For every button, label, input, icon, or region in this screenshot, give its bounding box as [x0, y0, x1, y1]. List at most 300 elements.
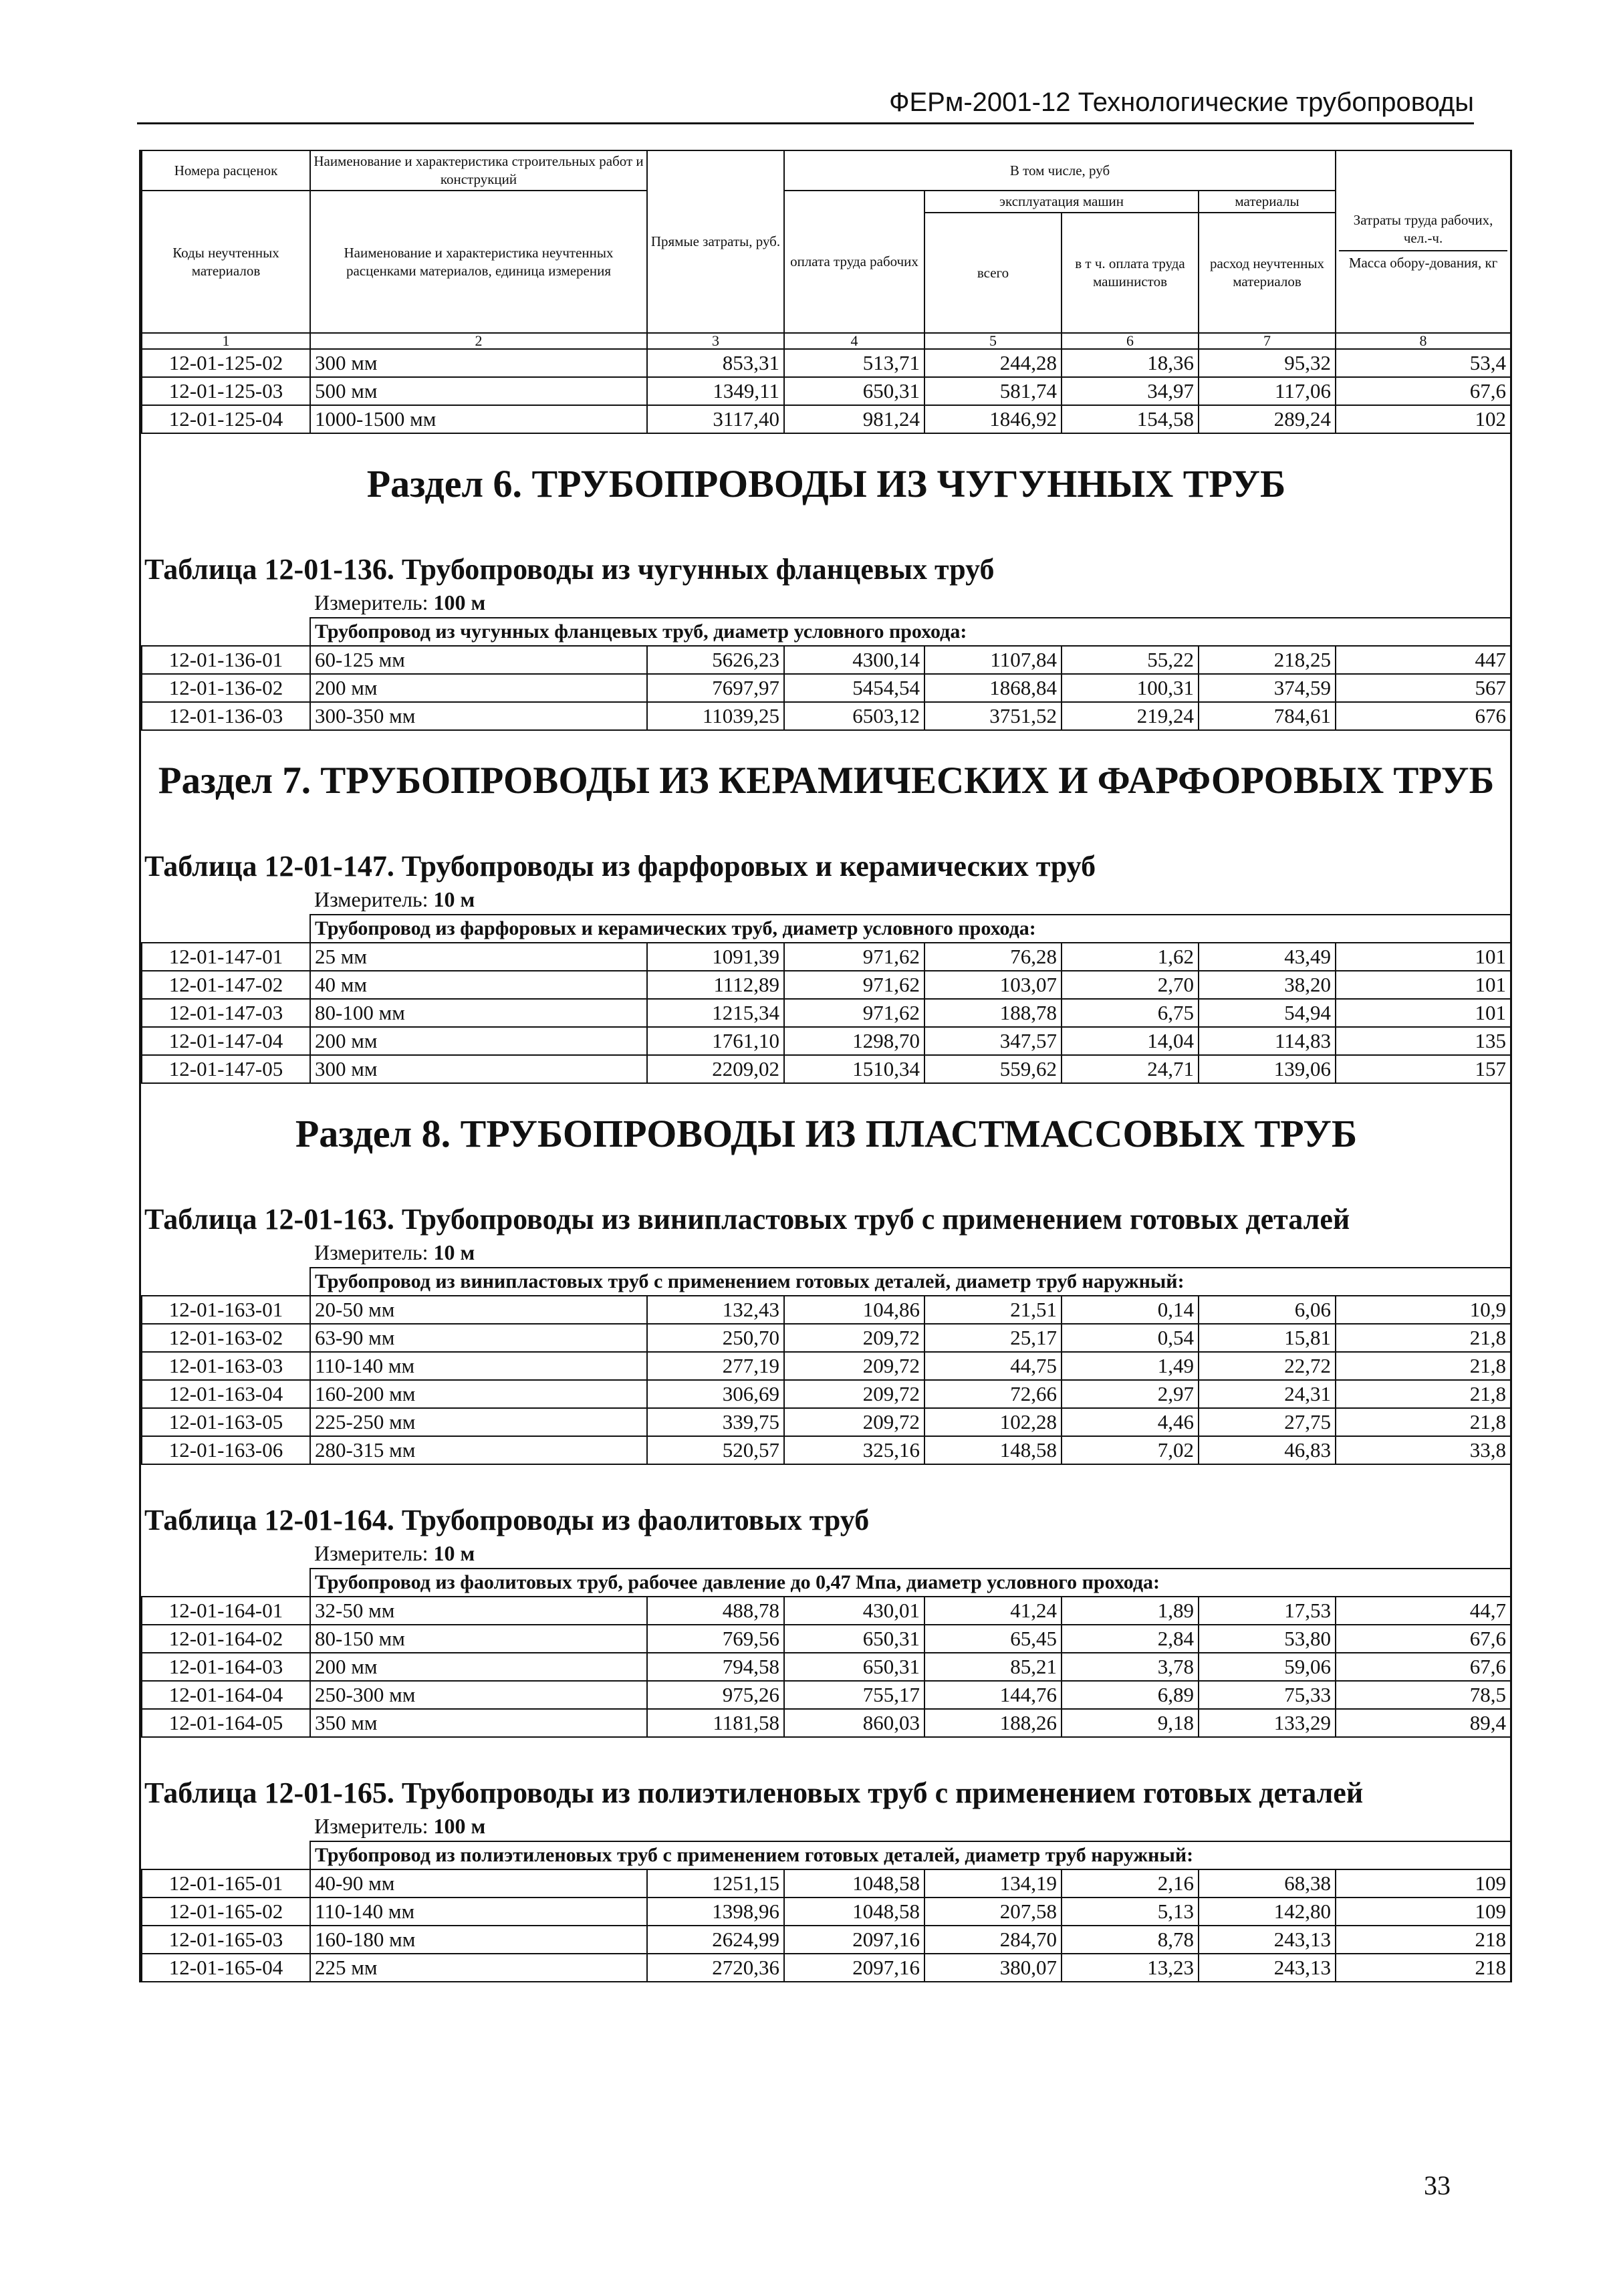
cell-labor-hours: 109: [1336, 1869, 1511, 1898]
cell-rate-code: 12-01-165-03: [142, 1926, 310, 1954]
table-row: [142, 1653, 1511, 1681]
table-row: [142, 1027, 1511, 1055]
table-title: Таблица 12-01-136. Трубопроводы из чугунных фланцевых труб: [144, 553, 995, 586]
cell-labor-pay: 4300,14: [784, 646, 924, 674]
cell-machinists-pay: 24,71: [1062, 1055, 1199, 1083]
table-row: [142, 349, 1511, 377]
cell-machines-total: 134,19: [924, 1869, 1062, 1898]
cell-rate-code: 12-01-147-01: [142, 943, 310, 971]
column-number: 2: [310, 333, 647, 349]
cell-rate-code: 12-01-165-04: [142, 1954, 310, 1982]
cell-machines-total: 284,70: [924, 1926, 1062, 1954]
meter: [310, 1811, 1511, 1841]
cell-rate-code: 12-01-164-05: [142, 1709, 310, 1737]
cell-labor-pay: 981,24: [784, 405, 924, 433]
rows-12-01-136: [142, 646, 1511, 730]
cell-machines-total: 581,74: [924, 377, 1062, 405]
cell-rate-code: 12-01-164-03: [142, 1653, 310, 1681]
cell-labor-hours: 67,6: [1336, 1653, 1511, 1681]
cell-direct-costs: 339,75: [647, 1408, 784, 1436]
cell-labor-pay: 860,03: [784, 1709, 924, 1737]
cell-work-name: 40-90 мм: [310, 1869, 647, 1898]
cell-machines-total: 188,78: [924, 999, 1062, 1027]
table-title: Таблица 12-01-147. Трубопроводы из фарфоровых и керамических труб: [144, 850, 1096, 883]
cell-materials: 289,24: [1199, 405, 1336, 433]
cell-rate-code: 12-01-147-05: [142, 1055, 310, 1083]
cell-materials: 6,06: [1199, 1296, 1336, 1324]
page-number: 33: [1424, 2170, 1451, 2200]
cell-rate-code: 12-01-125-02: [142, 349, 310, 377]
cell-labor-hours: 101: [1336, 999, 1511, 1027]
cell-machines-total: 559,62: [924, 1055, 1062, 1083]
cell-work-name: 200 мм: [310, 674, 647, 702]
cell-labor-pay: 325,16: [784, 1436, 924, 1464]
cell-direct-costs: 5626,23: [647, 646, 784, 674]
cell-machines-total: 76,28: [924, 943, 1062, 971]
cell-direct-costs: 769,56: [647, 1625, 784, 1653]
cell-rate-code: 12-01-136-01: [142, 646, 310, 674]
table-row: [142, 1352, 1511, 1380]
cell-materials: 139,06: [1199, 1055, 1336, 1083]
cell-materials: 27,75: [1199, 1408, 1336, 1436]
meter-value: 100 м: [433, 590, 486, 614]
cell-machinists-pay: 4,46: [1062, 1408, 1199, 1436]
table-row: [142, 1380, 1511, 1408]
meter-label: Измеритель:: [314, 590, 428, 614]
table-row: [142, 674, 1511, 702]
col-header-direct-costs: Прямые затраты, руб.: [647, 150, 784, 333]
col-header-material-codes: Коды неучтенных материалов: [142, 191, 310, 333]
cell-machinists-pay: 100,31: [1062, 674, 1199, 702]
col-header-material-name: Наименование и характеристика неучтенных расценками материалов, единица измерения: [310, 191, 647, 333]
cell-labor-pay: 209,72: [784, 1352, 924, 1380]
cell-rate-code: 12-01-125-04: [142, 405, 310, 433]
cell-labor-pay: 1298,70: [784, 1027, 924, 1055]
cell-labor-pay: 209,72: [784, 1408, 924, 1436]
cell-materials: 22,72: [1199, 1352, 1336, 1380]
cell-machinists-pay: 219,24: [1062, 702, 1199, 730]
table-row: [142, 1869, 1511, 1898]
cell-machinists-pay: 7,02: [1062, 1436, 1199, 1464]
cell-labor-hours: 78,5: [1336, 1681, 1511, 1709]
cell-materials: 784,61: [1199, 702, 1336, 730]
cell-labor-pay: 2097,16: [784, 1926, 924, 1954]
section-title: Раздел 6. ТРУБОПРОВОДЫ ИЗ ЧУГУННЫХ ТРУБ: [366, 462, 1286, 505]
cell-work-name: 500 мм: [310, 377, 647, 405]
cell-machinists-pay: 6,89: [1062, 1681, 1199, 1709]
meter-value: 100 м: [433, 1814, 486, 1838]
cell-machinists-pay: 13,23: [1062, 1954, 1199, 1982]
cell-labor-hours: 218: [1336, 1926, 1511, 1954]
table-row: [142, 1408, 1511, 1436]
cell-machinists-pay: 2,16: [1062, 1869, 1199, 1898]
table-subheading: Трубопровод из фаолитовых труб, рабочее давление до 0,47 Мпа, диаметр условного прохода:: [310, 1569, 1511, 1597]
table-row: [142, 702, 1511, 730]
cell-work-name: 160-180 мм: [310, 1926, 647, 1954]
cell-materials: 15,81: [1199, 1324, 1336, 1352]
cell-labor-hours: 89,4: [1336, 1709, 1511, 1737]
cell-materials: 142,80: [1199, 1898, 1336, 1926]
cell-machinists-pay: 5,13: [1062, 1898, 1199, 1926]
table-row: [142, 1296, 1511, 1324]
cell-rate-code: 12-01-136-02: [142, 674, 310, 702]
table-row: [142, 646, 1511, 674]
cell-labor-pay: 430,01: [784, 1597, 924, 1625]
page-header: [137, 84, 1474, 124]
cell-direct-costs: 1398,96: [647, 1898, 784, 1926]
cell-labor-hours: 447: [1336, 646, 1511, 674]
table-row: [142, 1954, 1511, 1982]
cell-labor-pay: 971,62: [784, 999, 924, 1027]
cell-direct-costs: 1215,34: [647, 999, 784, 1027]
cell-direct-costs: 2624,99: [647, 1926, 784, 1954]
cell-materials: 374,59: [1199, 674, 1336, 702]
cell-direct-costs: 520,57: [647, 1436, 784, 1464]
column-number: 8: [1336, 333, 1511, 349]
cell-labor-hours: 44,7: [1336, 1597, 1511, 1625]
meter-value: 10 м: [433, 1541, 475, 1565]
cell-direct-costs: 7697,97: [647, 674, 784, 702]
cell-labor-hours: 10,9: [1336, 1296, 1511, 1324]
table-subheading: Трубопровод из чугунных фланцевых труб, диаметр условного прохода:: [310, 618, 1511, 646]
main-table: [141, 150, 1511, 1982]
cell-machines-total: 3751,52: [924, 702, 1062, 730]
cell-labor-pay: 1048,58: [784, 1869, 924, 1898]
cell-labor-hours: 67,6: [1336, 1625, 1511, 1653]
cell-machinists-pay: 0,54: [1062, 1324, 1199, 1352]
cell-labor-pay: 513,71: [784, 349, 924, 377]
meter-label: Измеритель:: [314, 1814, 428, 1838]
rows-12-01-125: [142, 349, 1511, 433]
column-number: 6: [1062, 333, 1199, 349]
cell-machines-total: 347,57: [924, 1027, 1062, 1055]
cell-labor-pay: 2097,16: [784, 1954, 924, 1982]
cell-machinists-pay: 2,84: [1062, 1625, 1199, 1653]
cell-machinists-pay: 18,36: [1062, 349, 1199, 377]
cell-work-name: 300-350 мм: [310, 702, 647, 730]
cell-direct-costs: 132,43: [647, 1296, 784, 1324]
cell-machines-total: 44,75: [924, 1352, 1062, 1380]
cell-labor-hours: 135: [1336, 1027, 1511, 1055]
cell-work-name: 60-125 мм: [310, 646, 647, 674]
cell-materials: 243,13: [1199, 1954, 1336, 1982]
rows-12-01-165: [142, 1869, 1511, 1982]
cell-materials: 59,06: [1199, 1653, 1336, 1681]
meter: [310, 588, 1511, 618]
cell-labor-hours: 21,8: [1336, 1408, 1511, 1436]
col-header-machinists-pay: в т ч. оплата труда машинистов: [1062, 213, 1199, 333]
cell-direct-costs: 1181,58: [647, 1709, 784, 1737]
cell-materials: 243,13: [1199, 1926, 1336, 1954]
cell-direct-costs: 853,31: [647, 349, 784, 377]
cell-machines-total: 188,26: [924, 1709, 1062, 1737]
cell-machines-total: 65,45: [924, 1625, 1062, 1653]
cell-work-name: 350 мм: [310, 1709, 647, 1737]
cell-machines-total: 72,66: [924, 1380, 1062, 1408]
meter-label: Измеритель:: [314, 887, 428, 911]
cell-machines-total: 380,07: [924, 1954, 1062, 1982]
cell-labor-pay: 1510,34: [784, 1055, 924, 1083]
cell-materials: 17,53: [1199, 1597, 1336, 1625]
cell-work-name: 32-50 мм: [310, 1597, 647, 1625]
cell-work-name: 250-300 мм: [310, 1681, 647, 1709]
cell-machinists-pay: 2,70: [1062, 971, 1199, 999]
cell-machinists-pay: 1,62: [1062, 943, 1199, 971]
table-164-heading: [142, 1464, 1511, 1597]
cell-machinists-pay: 1,89: [1062, 1597, 1199, 1625]
column-number: 1: [142, 333, 310, 349]
cell-labor-hours: 157: [1336, 1055, 1511, 1083]
col-header-machines-total: всего: [924, 213, 1062, 333]
cell-direct-costs: 11039,25: [647, 702, 784, 730]
cell-work-name: 225-250 мм: [310, 1408, 647, 1436]
table-row: [142, 405, 1511, 433]
cell-work-name: 80-100 мм: [310, 999, 647, 1027]
meter-label: Измеритель:: [314, 1240, 428, 1264]
cell-machines-total: 1846,92: [924, 405, 1062, 433]
column-number: 7: [1199, 333, 1336, 349]
cell-rate-code: 12-01-125-03: [142, 377, 310, 405]
cell-machinists-pay: 2,97: [1062, 1380, 1199, 1408]
table-row: [142, 943, 1511, 971]
table-subheading: Трубопровод из полиэтиленовых труб с применением готовых деталей, диаметр труб наружный:: [310, 1841, 1511, 1869]
cell-labor-hours: 676: [1336, 702, 1511, 730]
table-row: [142, 1597, 1511, 1625]
cell-work-name: 200 мм: [310, 1653, 647, 1681]
meter: [310, 1538, 1511, 1569]
cell-materials: 68,38: [1199, 1869, 1336, 1898]
section-title: Раздел 7. ТРУБОПРОВОДЫ ИЗ КЕРАМИЧЕСКИХ И ФАРФОРОВЫХ ТРУБ: [158, 760, 1495, 802]
cell-labor-pay: 650,31: [784, 377, 924, 405]
cell-machines-total: 148,58: [924, 1436, 1062, 1464]
cell-direct-costs: 488,78: [647, 1597, 784, 1625]
table-header: [142, 150, 1511, 349]
cell-work-name: 160-200 мм: [310, 1380, 647, 1408]
cell-work-name: 63-90 мм: [310, 1324, 647, 1352]
cell-labor-hours: 53,4: [1336, 349, 1511, 377]
cell-rate-code: 12-01-136-03: [142, 702, 310, 730]
cell-labor-hours: 218: [1336, 1954, 1511, 1982]
meter: [310, 1238, 1511, 1268]
cell-machinists-pay: 0,14: [1062, 1296, 1199, 1324]
cell-direct-costs: 306,69: [647, 1380, 784, 1408]
cell-rate-code: 12-01-165-02: [142, 1898, 310, 1926]
cell-materials: 38,20: [1199, 971, 1336, 999]
col-header-rate-numbers: Номера расценок: [142, 150, 310, 191]
table-row: [142, 999, 1511, 1027]
cell-rate-code: 12-01-163-02: [142, 1324, 310, 1352]
cell-materials: 133,29: [1199, 1709, 1336, 1737]
col-header-labor: Затраты труда рабочих, чел.-ч.: [1339, 211, 1507, 251]
section-6: [142, 433, 1511, 646]
column-number: 4: [784, 333, 924, 349]
cell-direct-costs: 250,70: [647, 1324, 784, 1352]
table-row: [142, 1324, 1511, 1352]
cell-machinists-pay: 8,78: [1062, 1926, 1199, 1954]
table-title: Таблица 12-01-163. Трубопроводы из винипластовых труб с применением готовых деталей: [144, 1203, 1350, 1236]
cell-work-name: 200 мм: [310, 1027, 647, 1055]
cell-machines-total: 21,51: [924, 1296, 1062, 1324]
cell-rate-code: 12-01-147-03: [142, 999, 310, 1027]
cell-labor-pay: 1048,58: [784, 1898, 924, 1926]
table-row: [142, 1926, 1511, 1954]
cell-rate-code: 12-01-165-01: [142, 1869, 310, 1898]
cell-machinists-pay: 55,22: [1062, 646, 1199, 674]
meter: [310, 885, 1511, 915]
cell-direct-costs: 1091,39: [647, 943, 784, 971]
table-row: [142, 1055, 1511, 1083]
table-row: [142, 971, 1511, 999]
cell-labor-hours: 21,8: [1336, 1380, 1511, 1408]
cell-machines-total: 1107,84: [924, 646, 1062, 674]
cell-work-name: 280-315 мм: [310, 1436, 647, 1464]
col-header-including: В том числе, руб: [784, 150, 1336, 191]
meter-value: 10 м: [433, 1240, 475, 1264]
table-title: Таблица 12-01-165. Трубопроводы из полиэтиленовых труб с применением готовых деталей: [144, 1776, 1364, 1809]
cell-work-name: 80-150 мм: [310, 1625, 647, 1653]
cell-machines-total: 25,17: [924, 1324, 1062, 1352]
table-title: Таблица 12-01-164. Трубопроводы из фаолитовых труб: [144, 1504, 870, 1536]
cell-labor-pay: 971,62: [784, 943, 924, 971]
meter-value: 10 м: [433, 887, 475, 911]
cell-materials: 53,80: [1199, 1625, 1336, 1653]
rows-12-01-164: [142, 1597, 1511, 1737]
table-row: [142, 377, 1511, 405]
section-7: [142, 730, 1511, 943]
cell-work-name: 20-50 мм: [310, 1296, 647, 1324]
cell-direct-costs: 3117,40: [647, 405, 784, 433]
cell-rate-code: 12-01-163-04: [142, 1380, 310, 1408]
cell-labor-pay: 971,62: [784, 971, 924, 999]
column-numbers-row: [142, 333, 1511, 349]
cell-materials: 24,31: [1199, 1380, 1336, 1408]
cell-work-name: 110-140 мм: [310, 1898, 647, 1926]
cell-labor-pay: 104,86: [784, 1296, 924, 1324]
cell-work-name: 110-140 мм: [310, 1352, 647, 1380]
cell-work-name: 25 мм: [310, 943, 647, 971]
cell-labor-hours: 67,6: [1336, 377, 1511, 405]
cell-machines-total: 41,24: [924, 1597, 1062, 1625]
cell-machinists-pay: 6,75: [1062, 999, 1199, 1027]
cell-rate-code: 12-01-163-05: [142, 1408, 310, 1436]
meter-label: Измеритель:: [314, 1541, 428, 1565]
cell-labor-hours: 21,8: [1336, 1352, 1511, 1380]
cell-work-name: 1000-1500 мм: [310, 405, 647, 433]
cell-work-name: 300 мм: [310, 1055, 647, 1083]
cell-labor-hours: 101: [1336, 943, 1511, 971]
cell-direct-costs: 1349,11: [647, 377, 784, 405]
cell-direct-costs: 1112,89: [647, 971, 784, 999]
cell-labor-pay: 6503,12: [784, 702, 924, 730]
cell-machinists-pay: 154,58: [1062, 405, 1199, 433]
table-row: [142, 1436, 1511, 1464]
cell-rate-code: 12-01-163-06: [142, 1436, 310, 1464]
cell-machinists-pay: 14,04: [1062, 1027, 1199, 1055]
cell-rate-code: 12-01-164-02: [142, 1625, 310, 1653]
table-row: [142, 1625, 1511, 1653]
cell-machines-total: 85,21: [924, 1653, 1062, 1681]
cell-labor-pay: 650,31: [784, 1653, 924, 1681]
cell-machines-total: 244,28: [924, 349, 1062, 377]
cell-machines-total: 102,28: [924, 1408, 1062, 1436]
column-number: 3: [647, 333, 784, 349]
cell-work-name: 40 мм: [310, 971, 647, 999]
cell-direct-costs: 2720,36: [647, 1954, 784, 1982]
cell-rate-code: 12-01-163-03: [142, 1352, 310, 1380]
cell-labor-pay: 209,72: [784, 1380, 924, 1408]
cell-labor-pay: 650,31: [784, 1625, 924, 1653]
section-8: [142, 1083, 1511, 1296]
cell-labor-pay: 209,72: [784, 1324, 924, 1352]
rows-12-01-147: [142, 943, 1511, 1083]
cell-direct-costs: 2209,02: [647, 1055, 784, 1083]
cell-labor-pay: 5454,54: [784, 674, 924, 702]
cell-direct-costs: 277,19: [647, 1352, 784, 1380]
cell-direct-costs: 794,58: [647, 1653, 784, 1681]
cell-materials: 43,49: [1199, 943, 1336, 971]
cell-machines-total: 144,76: [924, 1681, 1062, 1709]
cell-machines-total: 207,58: [924, 1898, 1062, 1926]
rows-12-01-163: [142, 1296, 1511, 1464]
cell-rate-code: 12-01-147-04: [142, 1027, 310, 1055]
cell-rate-code: 12-01-164-01: [142, 1597, 310, 1625]
table-165-heading: [142, 1737, 1511, 1869]
column-number: 5: [924, 333, 1062, 349]
cell-work-name: 225 мм: [310, 1954, 647, 1982]
cell-machines-total: 1868,84: [924, 674, 1062, 702]
cell-materials: 114,83: [1199, 1027, 1336, 1055]
table-subheading: Трубопровод из винипластовых труб с применением готовых деталей, диаметр труб наружный:: [310, 1268, 1511, 1296]
cell-materials: 75,33: [1199, 1681, 1336, 1709]
col-header-materials: материалы: [1199, 191, 1336, 213]
cell-machines-total: 103,07: [924, 971, 1062, 999]
cell-labor-hours: 33,8: [1336, 1436, 1511, 1464]
cell-labor-pay: 755,17: [784, 1681, 924, 1709]
cell-rate-code: 12-01-164-04: [142, 1681, 310, 1709]
col-header-machines: эксплуатация машин: [924, 191, 1199, 213]
cell-materials: 117,06: [1199, 377, 1336, 405]
cell-materials: 218,25: [1199, 646, 1336, 674]
cell-labor-hours: 102: [1336, 405, 1511, 433]
cell-machinists-pay: 9,18: [1062, 1709, 1199, 1737]
cell-labor-hours: 21,8: [1336, 1324, 1511, 1352]
table-row: [142, 1681, 1511, 1709]
cell-machinists-pay: 34,97: [1062, 377, 1199, 405]
col-header-labor-pay: оплата труда рабочих: [784, 191, 924, 333]
page-header-title: ФЕРм-2001-12 Технологические трубопроводы: [889, 88, 1474, 117]
cell-labor-hours: 109: [1336, 1898, 1511, 1926]
cell-direct-costs: 975,26: [647, 1681, 784, 1709]
cell-labor-hours: 101: [1336, 971, 1511, 999]
table-subheading: Трубопровод из фарфоровых и керамических труб, диаметр условного прохода:: [310, 915, 1511, 943]
cell-machinists-pay: 1,49: [1062, 1352, 1199, 1380]
table-row: [142, 1709, 1511, 1737]
cell-materials: 46,83: [1199, 1436, 1336, 1464]
cell-materials: 95,32: [1199, 349, 1336, 377]
cell-machinists-pay: 3,78: [1062, 1653, 1199, 1681]
table-row: [142, 1898, 1511, 1926]
section-title: Раздел 8. ТРУБОПРОВОДЫ ИЗ ПЛАСТМАССОВЫХ ТРУБ: [295, 1112, 1358, 1155]
col-header-work-name: Наименование и характеристика строительных работ и конструкций: [310, 150, 647, 191]
cell-materials: 54,94: [1199, 999, 1336, 1027]
cell-labor-hours: 567: [1336, 674, 1511, 702]
cell-rate-code: 12-01-147-02: [142, 971, 310, 999]
document-body: [139, 150, 1512, 1982]
col-header-material-consumption: расход неучтенных материалов: [1199, 213, 1336, 333]
cell-direct-costs: 1761,10: [647, 1027, 784, 1055]
col-header-mass: Масса обору-дования, кг: [1348, 255, 1498, 271]
col-header-labor-mass: [1336, 150, 1511, 333]
